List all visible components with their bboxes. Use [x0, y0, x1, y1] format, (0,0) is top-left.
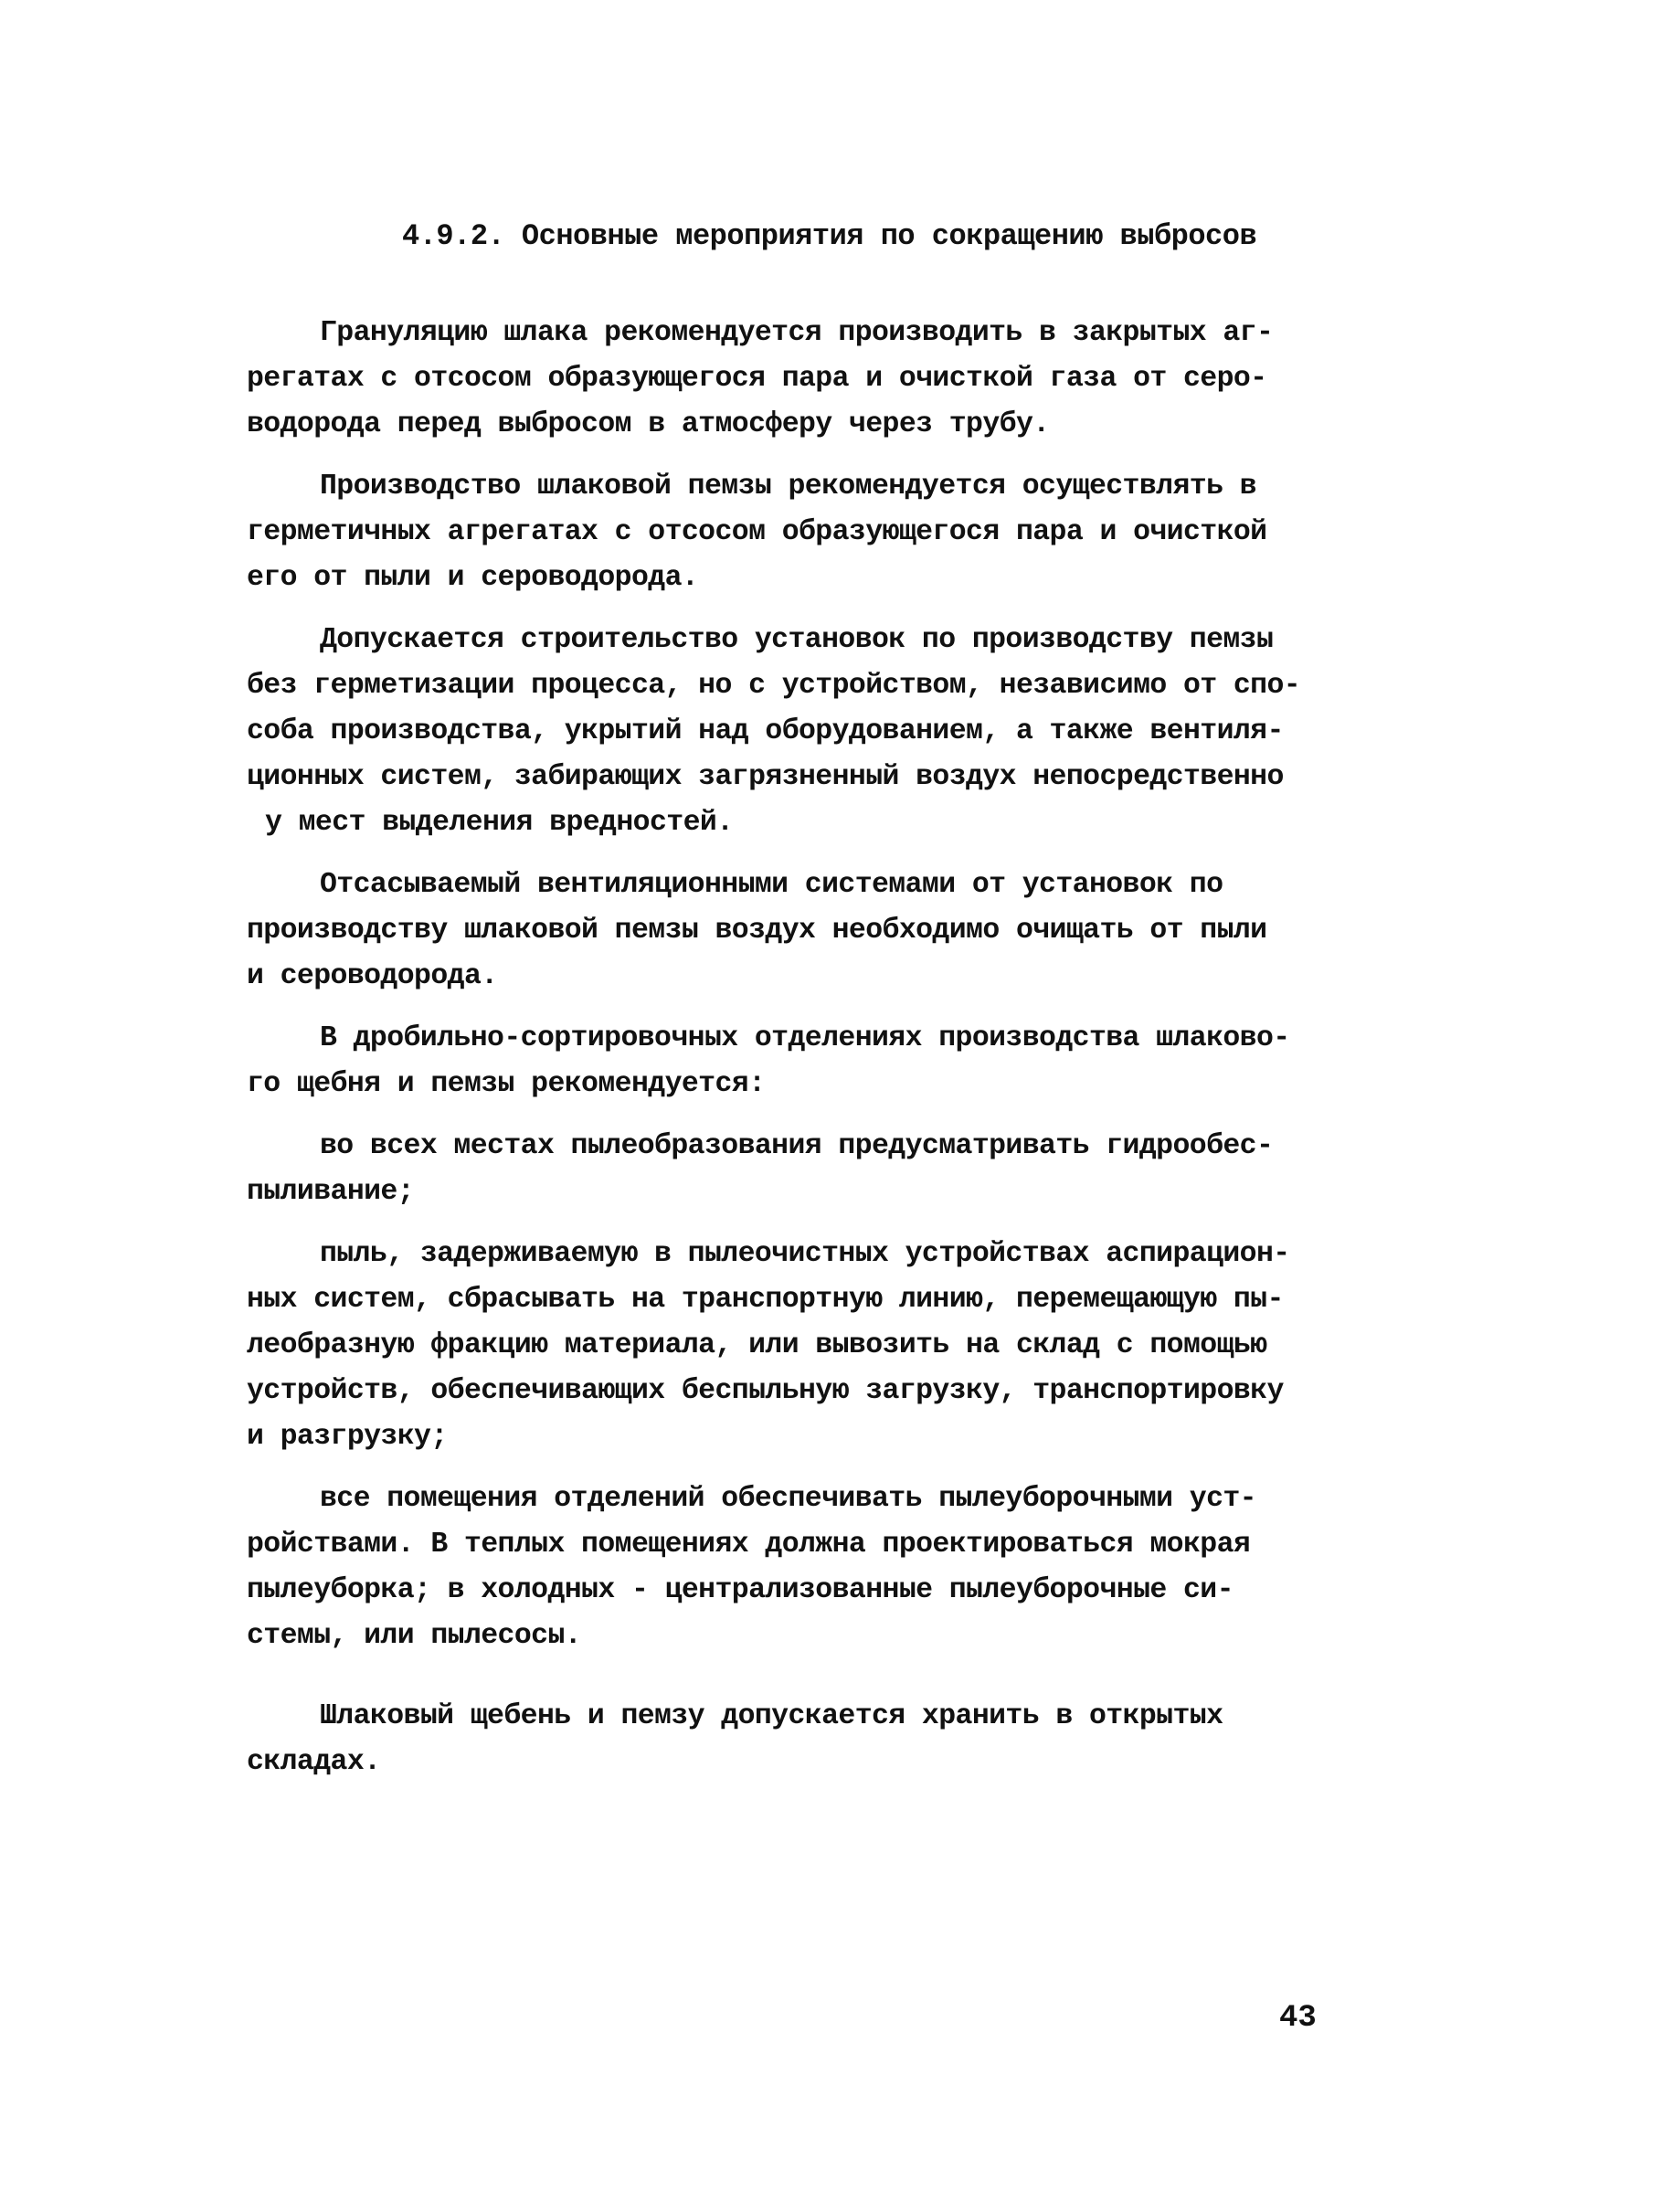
page-number: 43	[1279, 2001, 1317, 2036]
text-line: производству шлаковой пемзы воздух необходимо очищать от пыли	[247, 915, 1267, 947]
paragraph	[247, 464, 1425, 601]
text-line: Отсасываемый вентиляционными системами от установок по	[320, 869, 1223, 901]
text-line: регатах с отсосом образующегося пара и очисткой газа от серо-	[247, 363, 1267, 395]
list-item	[247, 1476, 1425, 1659]
text-line: Производство шлаковой пемзы рекомендуется осуществлять в	[320, 471, 1256, 503]
text-line: ройствами. В теплых помещениях должна проектироваться мокрая	[247, 1529, 1251, 1561]
text-line: го щебня и пемзы рекомендуется:	[247, 1068, 766, 1100]
text-line: ных систем, сбрасывать на транспортную линию, перемещающую пы-	[247, 1284, 1284, 1316]
body-text	[247, 311, 1425, 1802]
text-line: леобразную фракцию материала, или вывозить на склад с помощью	[247, 1329, 1267, 1361]
paragraph	[247, 1694, 1425, 1785]
text-line: и разгрузку;	[247, 1421, 448, 1453]
text-line: складах.	[247, 1746, 381, 1778]
text-line: В дробильно-сортировочных отделениях производства шлаково-	[320, 1022, 1290, 1054]
spacer	[247, 1676, 1425, 1694]
text-line: Допускается строительство установок по производству пемзы	[320, 624, 1274, 656]
text-line: во всех местах пылеобразования предусматривать гидрообес-	[320, 1130, 1274, 1162]
text-line: устройств, обеспечивающих беспыльную загрузку, транспортировку	[247, 1375, 1284, 1407]
text-line: Грануляцию шлака рекомендуется производить в закрытых аг-	[320, 317, 1274, 349]
paragraph	[247, 618, 1425, 846]
paragraph	[247, 1016, 1425, 1107]
text-line: все помещения отделений обеспечивать пылеуборочными уст-	[320, 1483, 1256, 1515]
text-line: пыливание;	[247, 1176, 415, 1208]
text-line: и сероводорода.	[247, 960, 498, 992]
paragraph	[247, 311, 1425, 448]
paragraph	[247, 863, 1425, 1000]
text-line: стемы, или пылесосы.	[247, 1620, 582, 1652]
text-line: пылеуборка; в холодных - централизованные пылеуборочные си-	[247, 1574, 1234, 1606]
section-heading: 4.9.2. Основные мероприятия по сокращению выбросов	[402, 219, 1257, 253]
text-line: соба производства, укрытий над оборудованием, а также вентиля-	[247, 715, 1284, 747]
text-line: пыль, задерживаемую в пылеочистных устройствах аспирацион-	[320, 1238, 1290, 1270]
text-line: герметичных агрегатах с отсосом образующегося пара и очисткой	[247, 516, 1267, 548]
text-line: без герметизации процесса, но с устройством, независимо от спо-	[247, 670, 1301, 702]
list-item	[247, 1232, 1425, 1460]
text-line: водорода перед выбросом в атмосферу через трубу.	[247, 408, 1050, 440]
list-item	[247, 1124, 1425, 1215]
text-line: его от пыли и сероводорода.	[247, 562, 699, 594]
text-line: у мест выделения вредностей.	[265, 807, 734, 839]
text-line: Шлаковый щебень и пемзу допускается хранить в открытых	[320, 1700, 1223, 1732]
text-line: ционных систем, забирающих загрязненный воздух непосредственно	[247, 761, 1284, 793]
